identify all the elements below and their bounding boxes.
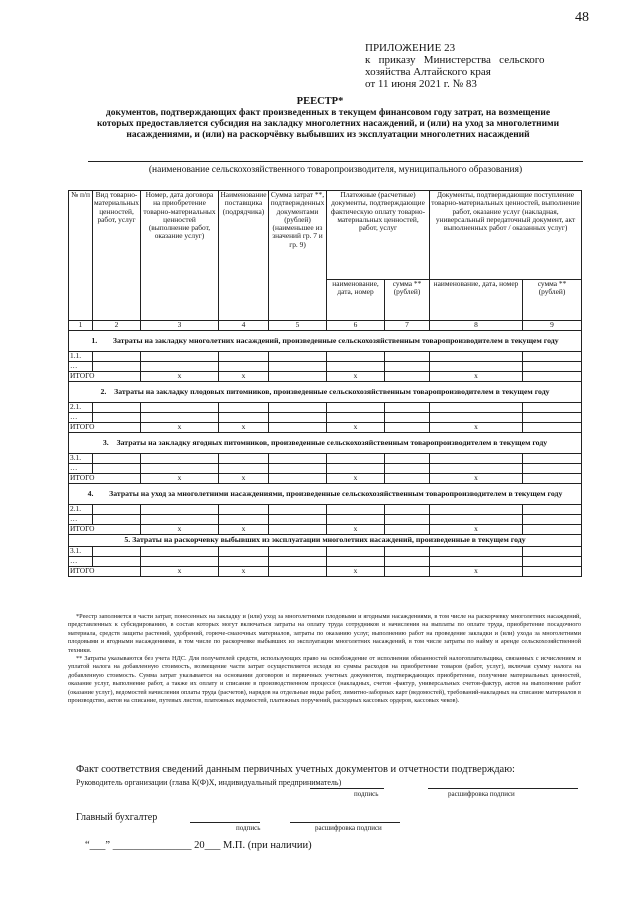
cell[interactable] xyxy=(327,352,385,362)
total-label: ИТОГО xyxy=(69,423,141,433)
cell[interactable] xyxy=(523,515,582,525)
row-number: 3.1. xyxy=(69,547,93,557)
document-title: РЕЕСТР* xyxy=(296,96,344,107)
cell[interactable] xyxy=(327,547,385,557)
cell[interactable] xyxy=(327,464,385,474)
x-mark: x xyxy=(219,525,269,535)
cell[interactable] xyxy=(523,454,582,464)
cell[interactable] xyxy=(269,557,327,567)
x-mark: x xyxy=(430,372,523,382)
cell[interactable] xyxy=(93,505,141,515)
x-mark: x xyxy=(141,525,219,535)
cell[interactable] xyxy=(141,362,219,372)
header-cell: Платежные (расчетные) документы, подтверждающие фактическую оплату товарно-материальных ценностей, работ, услуг xyxy=(327,191,430,280)
cell[interactable] xyxy=(327,413,385,423)
table-row xyxy=(69,464,582,474)
cell[interactable] xyxy=(141,454,219,464)
cell[interactable] xyxy=(93,352,141,362)
fill-caption: (наименование сельскохозяйственного товаропроизводителя, муниципального образования) xyxy=(148,165,523,175)
table-row xyxy=(69,505,582,515)
header-cell: сумма ** (рублей) xyxy=(385,280,430,321)
x-mark: x xyxy=(430,423,523,433)
cell[interactable] xyxy=(219,557,269,567)
appendix-line: хозяйства Алтайского края xyxy=(365,66,491,78)
column-number: 1 xyxy=(69,321,93,331)
table-row xyxy=(69,352,582,362)
cell[interactable] xyxy=(219,362,269,372)
appendix-line: к приказу Министерства сельского xyxy=(365,54,545,66)
cell[interactable] xyxy=(523,557,582,567)
cell[interactable] xyxy=(141,464,219,474)
cell[interactable] xyxy=(269,423,327,433)
x-mark: x xyxy=(219,567,269,577)
document-subtitle: документов, подтверждающих факт произведенных в текущем финансовом году затрат, на возмещение которых предоставляется субсидия на закладку многолетних насаждений, и (или) на уход за многолетними насаждениями, и (или) на раскорчёвку выбывших из эксплуатации многолетних насаждений xyxy=(96,108,560,140)
section-title: Затраты на раскорчевку выбывших из эксплуатации многолетних насаждений, произведенные в текущем году xyxy=(132,535,526,545)
section-title: Затраты на закладку ягодных питомников, произведенные сельскохозяйственным товаропроизводителем в текущем году xyxy=(116,437,548,447)
column-number: 4 xyxy=(219,321,269,331)
cell[interactable] xyxy=(385,474,430,484)
cell[interactable] xyxy=(327,403,385,413)
cell[interactable] xyxy=(219,352,269,362)
x-mark: x xyxy=(327,474,385,484)
cell[interactable] xyxy=(269,454,327,464)
signature-caption: подпись xyxy=(354,790,379,798)
cell[interactable] xyxy=(523,413,582,423)
decode-caption: расшифровка подписи xyxy=(315,824,382,832)
ellipsis-cell: … xyxy=(69,515,93,525)
accountant-decode-line[interactable] xyxy=(290,822,400,823)
total-label: ИТОГО xyxy=(69,567,141,577)
x-mark: x xyxy=(219,474,269,484)
cell[interactable] xyxy=(385,423,430,433)
column-number-row xyxy=(69,321,582,331)
cell[interactable] xyxy=(141,557,219,567)
total-label: ИТОГО xyxy=(69,372,141,382)
cell[interactable] xyxy=(141,403,219,413)
cell[interactable] xyxy=(269,464,327,474)
ellipsis-cell: … xyxy=(69,413,93,423)
x-mark: x xyxy=(141,372,219,382)
section-row xyxy=(69,484,582,505)
cell[interactable] xyxy=(93,362,141,372)
column-number: 3 xyxy=(141,321,219,331)
section-title: Затраты на закладку плодовых питомников, произведенные сельскохозяйственным товаропроизводителем в текущем году xyxy=(114,386,550,396)
cell[interactable] xyxy=(430,362,523,372)
cell[interactable] xyxy=(219,403,269,413)
cell[interactable] xyxy=(269,515,327,525)
table-row xyxy=(69,547,582,557)
cell[interactable] xyxy=(327,557,385,567)
head-signature-label: Руководитель организации (глава К(Ф)Х, индивидуальный предприниматель) xyxy=(76,778,342,787)
footnote-1: *Реестр заполняется в части затрат, понесенных на закладку и (или) уход за многолетними плодовыми и ягодными насаждениями, в том числе на раскорчевку многолетних насаждений, представленных к субсидированию, в состав которых могут включаться затраты на оплату труда сотрудников и начисления на выплаты по оплате труда, приобретение посадочного материала, средств защиты растений, удобрений, горюче-смазочных материалов, затраты по оказанию услуг, выполнению работ на проведение закладки и (или) ухода за многолетними плодовыми и ягодными насаждениями, в том числе по раскорчевке выбывших из эксплуатации многолетних насаждений, в том числе затраты по найму и аренде сельскохозяйственной техники. xyxy=(68,613,581,654)
cell[interactable] xyxy=(327,505,385,515)
cell[interactable] xyxy=(269,352,327,362)
cell[interactable] xyxy=(219,547,269,557)
cell[interactable] xyxy=(430,515,523,525)
section-title: Затраты на закладку многолетних насаждений, произведенные сельскохозяйственным товаропроизводителем в текущем году xyxy=(112,335,559,345)
cell[interactable] xyxy=(430,403,523,413)
header-cell: Наименование поставщика (подрядчика) xyxy=(219,191,269,321)
row-number: 2.1. xyxy=(69,505,93,515)
cell[interactable] xyxy=(523,423,582,433)
column-number: 7 xyxy=(385,321,430,331)
x-mark: x xyxy=(327,567,385,577)
table-row xyxy=(69,454,582,464)
section-number: 2. xyxy=(100,386,107,396)
cell[interactable] xyxy=(385,454,430,464)
section-row xyxy=(69,535,582,547)
header-cell: наименование, дата, номер xyxy=(327,280,385,321)
cell[interactable] xyxy=(141,413,219,423)
head-decode-line[interactable] xyxy=(428,788,578,789)
section-number: 5. xyxy=(124,535,131,545)
appendix-line: ПРИЛОЖЕНИЕ 23 xyxy=(365,42,456,54)
section-number: 3. xyxy=(102,437,109,447)
row-number: 2.1. xyxy=(69,403,93,413)
section-number: 4. xyxy=(87,488,94,498)
footnote-2: ** Затраты указываются без учета НДС. Для получателей средств, использующих право на освобождение от исполнения обязанностей налогоплательщика, связанных с исчислением и уплатой налога на добавленную стоимость, возмещение части затрат осуществляется исходя из суммы расходов на приобретение товаров (работ, услуг), включая сумму налога на добавленную стоимость. Сумма затрат указывается на основании договоров и первичных учетных документов, подтверждающих приобретение, получение материальных ценностей, оказание услуг, выполнение работ, а также их оплату и списание в производственном процессе (накладных, счетов -фактур, универсальных счетов-фактур, актов на выполнение работ (оказание услуг), ведомостей начисления оплаты труда (расчетов), нарядов на отдельные виды работ, лимитно-заборных карт (ведомостей), требований-накладных на списание материалов в производство, актов на списание, путевых листов, платежных ведомостей, платежных поручений, расходных кассовых ордеров, кассовых чеков). xyxy=(68,655,581,705)
footnotes xyxy=(68,613,581,705)
cell[interactable] xyxy=(385,567,430,577)
header-cell: сумма ** (рублей) xyxy=(523,280,582,321)
cell[interactable] xyxy=(141,515,219,525)
row-number: 3.1. xyxy=(69,454,93,464)
confirmation-text: Факт соответствия сведений данным первичных учетных документов и отчетности подтверждаю: xyxy=(76,764,515,775)
cell[interactable] xyxy=(430,547,523,557)
cell[interactable] xyxy=(523,505,582,515)
x-mark: x xyxy=(219,423,269,433)
x-mark: x xyxy=(219,372,269,382)
signature-caption: подпись xyxy=(236,824,261,832)
section-row xyxy=(69,331,582,352)
cell[interactable] xyxy=(269,474,327,484)
cell[interactable] xyxy=(523,525,582,535)
cell[interactable] xyxy=(385,464,430,474)
x-mark: x xyxy=(327,525,385,535)
registry-table xyxy=(68,190,582,577)
section-number: 1. xyxy=(91,335,98,345)
section-title-cell xyxy=(69,535,582,547)
header-cell: Сумма затрат **, подтвержденных документами (рублей) (наименьшее из значений гр. 7 и гр. 9) xyxy=(269,191,327,321)
cell[interactable] xyxy=(219,413,269,423)
x-mark: x xyxy=(430,567,523,577)
x-mark: x xyxy=(327,423,385,433)
section-title-cell xyxy=(69,433,582,454)
cell[interactable] xyxy=(523,403,582,413)
section-title-cell xyxy=(69,382,582,403)
total-row xyxy=(69,567,582,577)
table-row xyxy=(69,413,582,423)
header-cell: наименование, дата, номер xyxy=(430,280,523,321)
total-row xyxy=(69,525,582,535)
x-mark: x xyxy=(327,372,385,382)
total-row xyxy=(69,372,582,382)
table-row xyxy=(69,557,582,567)
cell[interactable] xyxy=(269,547,327,557)
cell[interactable] xyxy=(141,352,219,362)
total-label: ИТОГО xyxy=(69,474,141,484)
cell[interactable] xyxy=(385,352,430,362)
cell[interactable] xyxy=(93,515,141,525)
cell[interactable] xyxy=(523,547,582,557)
ellipsis-cell: … xyxy=(69,557,93,567)
cell[interactable] xyxy=(385,557,430,567)
decode-caption: расшифровка подписи xyxy=(448,790,515,798)
cell[interactable] xyxy=(269,403,327,413)
cell[interactable] xyxy=(430,413,523,423)
x-mark: x xyxy=(430,525,523,535)
cell[interactable] xyxy=(269,413,327,423)
header-cell: Номер, дата договора на приобретение товарно-материальных ценностей (выполнение работ, оказание услуг) xyxy=(141,191,219,321)
cell[interactable] xyxy=(219,515,269,525)
total-label: ИТОГО xyxy=(69,525,141,535)
cell[interactable] xyxy=(385,547,430,557)
total-row xyxy=(69,423,582,433)
x-mark: x xyxy=(141,423,219,433)
table-row xyxy=(69,515,582,525)
cell[interactable] xyxy=(523,362,582,372)
cell[interactable] xyxy=(327,362,385,372)
row-number: 1.1. xyxy=(69,352,93,362)
section-title-cell xyxy=(69,484,582,505)
cell[interactable] xyxy=(523,474,582,484)
date-stamp-line: “___” _______________ 20___ М.П. (при наличии) xyxy=(85,840,312,851)
cell[interactable] xyxy=(219,464,269,474)
column-number: 8 xyxy=(430,321,523,331)
accountant-label: Главный бухгалтер xyxy=(76,812,158,823)
cell[interactable] xyxy=(141,505,219,515)
cell[interactable] xyxy=(385,515,430,525)
section-row xyxy=(69,382,582,403)
cell[interactable] xyxy=(93,557,141,567)
cell[interactable] xyxy=(523,372,582,382)
x-mark: x xyxy=(141,567,219,577)
column-number: 2 xyxy=(93,321,141,331)
cell[interactable] xyxy=(269,505,327,515)
cell[interactable] xyxy=(385,505,430,515)
cell[interactable] xyxy=(93,464,141,474)
cell[interactable] xyxy=(327,515,385,525)
column-number: 5 xyxy=(269,321,327,331)
fill-line xyxy=(88,161,583,162)
header-cell: Вид товарно-материальных ценностей, работ, услуг xyxy=(93,191,141,321)
cell[interactable] xyxy=(141,547,219,557)
cell[interactable] xyxy=(523,567,582,577)
header-row xyxy=(69,191,582,280)
cell[interactable] xyxy=(385,403,430,413)
x-mark: x xyxy=(430,474,523,484)
cell[interactable] xyxy=(327,454,385,464)
accountant-signature-line[interactable] xyxy=(190,822,260,823)
head-signature-line[interactable] xyxy=(310,788,384,789)
cell[interactable] xyxy=(93,454,141,464)
cell[interactable] xyxy=(269,525,327,535)
table-row xyxy=(69,362,582,372)
cell[interactable] xyxy=(523,352,582,362)
header-cell: № п/п xyxy=(69,191,93,321)
cell[interactable] xyxy=(269,567,327,577)
cell[interactable] xyxy=(93,547,141,557)
column-number: 9 xyxy=(523,321,582,331)
cell[interactable] xyxy=(93,403,141,413)
cell[interactable] xyxy=(523,464,582,474)
cell[interactable] xyxy=(93,413,141,423)
cell[interactable] xyxy=(385,372,430,382)
cell[interactable] xyxy=(430,464,523,474)
cell[interactable] xyxy=(430,505,523,515)
total-row xyxy=(69,474,582,484)
cell[interactable] xyxy=(269,362,327,372)
page-number: 48 xyxy=(575,10,589,25)
appendix-block xyxy=(365,42,545,90)
cell[interactable] xyxy=(430,557,523,567)
table-row xyxy=(69,403,582,413)
section-title: Затраты на уход за многолетними насаждениями, произведенные сельскохозяйственным товаропроизводителем в текущем году xyxy=(109,488,563,498)
cell[interactable] xyxy=(385,413,430,423)
cell[interactable] xyxy=(430,454,523,464)
cell[interactable] xyxy=(219,454,269,464)
cell[interactable] xyxy=(269,372,327,382)
appendix-line: от 11 июня 2021 г. № 83 xyxy=(365,78,477,90)
cell[interactable] xyxy=(385,362,430,372)
cell[interactable] xyxy=(385,525,430,535)
cell[interactable] xyxy=(430,352,523,362)
section-title-cell xyxy=(69,331,582,352)
x-mark: x xyxy=(141,474,219,484)
section-row xyxy=(69,433,582,454)
header-cell: Документы, подтверждающие поступление товарно-материальных ценностей, выполнение работ, оказание услуг (накладная, универсальный передаточный документ, акт выполненных работ / оказанных услуг) xyxy=(430,191,582,280)
cell[interactable] xyxy=(219,505,269,515)
ellipsis-cell: … xyxy=(69,362,93,372)
ellipsis-cell: … xyxy=(69,464,93,474)
column-number: 6 xyxy=(327,321,385,331)
